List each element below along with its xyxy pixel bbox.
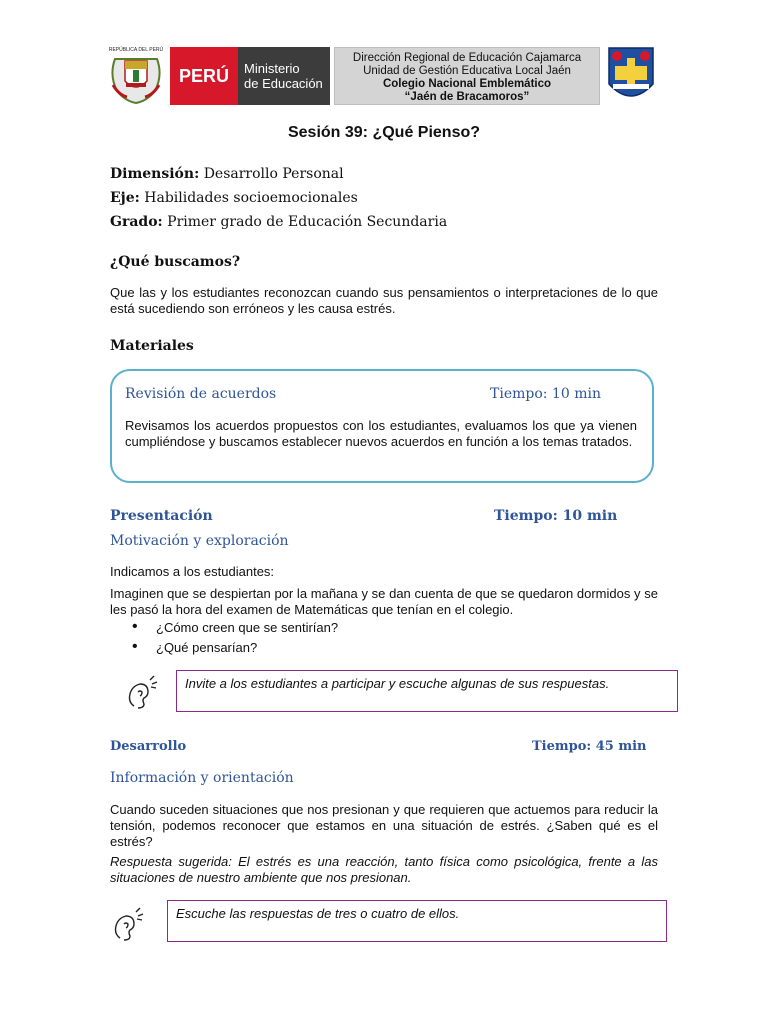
presentacion-subheading: Motivación y exploración <box>110 533 289 549</box>
desarrollo-text: Cuando suceden situaciones que nos presionan y que requieren que actuemos para reducir la tensión, podemos reconocer que estamos en una situación de estrés. ¿Saben qué es el estrés? <box>110 802 658 849</box>
dimension-row <box>110 166 344 182</box>
presentacion-bullets <box>130 618 338 658</box>
peru-label-text: PERÚ <box>178 65 229 86</box>
desarrollo-note-box <box>167 900 667 942</box>
presentacion-time: Tiempo: 10 min <box>494 508 618 524</box>
peru-coat-of-arms-icon <box>107 45 165 107</box>
dimension-value: Desarrollo Personal <box>203 166 344 182</box>
list-item: • ¿Qué pensarían? <box>130 638 338 658</box>
eje-label: Eje: <box>110 190 140 206</box>
institution-box <box>334 47 600 105</box>
que-buscamos-text: Que las y los estudiantes reconozcan cuando sus pensamientos o interpretaciones de lo que está sucediendo son erróneos y les causa estrés. <box>110 285 658 316</box>
institution-line-3: Colegio Nacional Emblemático <box>382 78 552 90</box>
institution-line-4: “Jaén de Bracamoros” <box>404 91 530 103</box>
grado-row <box>110 214 447 230</box>
institution-line-1: Dirección Regional de Educación Cajamarca <box>352 52 582 64</box>
school-crest-icon <box>605 44 657 108</box>
desarrollo-note: Escuche las respuestas de tres o cuatro de ellos. <box>176 906 460 921</box>
revision-text: Revisamos los acuerdos propuestos con los estudiantes, evaluamos los que ya vienen cumpliéndose y buscamos establecer nuevos acuerdos en función a los temas tratados. <box>125 418 637 449</box>
shield-text: REPÚBLICA DEL PERÚ <box>108 47 164 53</box>
list-item: • ¿Cómo creen que se sentirían? <box>130 618 338 638</box>
desarrollo-heading: Desarrollo <box>110 739 187 754</box>
desarrollo-suggested-answer: Respuesta sugerida: El estrés es una reacción, tanto física como psicológica, frente a las situaciones de nuestro ambiente que nos presionan. <box>110 854 658 885</box>
institution-line-2: Unidad de Gestión Educativa Local Jaén <box>363 65 571 77</box>
eje-value: Habilidades socioemocionales <box>144 190 358 206</box>
revision-title: Revisión de acuerdos <box>125 386 277 402</box>
desarrollo-time: Tiempo: 45 min <box>532 739 647 754</box>
ministerio-line-2: de Educación <box>244 76 323 91</box>
revision-time: Tiempo: 10 min <box>490 386 601 402</box>
dimension-label: Dimensión: <box>110 166 200 182</box>
presentacion-note: Invite a los estudiantes a participar y escuche algunas de sus respuestas. <box>185 676 610 691</box>
ear-hand-listening-icon <box>108 904 148 944</box>
page-title: Sesión 39: ¿Qué Pienso? <box>287 124 481 141</box>
materiales-heading: Materiales <box>110 338 194 354</box>
peru-label <box>170 47 238 105</box>
grado-value: Primer grado de Educación Secundaria <box>167 214 448 230</box>
que-buscamos-heading: ¿Qué buscamos? <box>110 254 241 270</box>
presentacion-heading: Presentación <box>110 508 213 524</box>
ministerio-label <box>238 47 330 105</box>
ear-hand-listening-icon <box>122 672 162 712</box>
grado-label: Grado: <box>110 214 163 230</box>
eje-row <box>110 190 358 206</box>
desarrollo-subheading: Información y orientación <box>110 770 294 786</box>
presentacion-text: Imaginen que se despiertan por la mañana y se dan cuenta de que se quedaron dormidos y se les pasó la hora del examen de Matemáticas que tenían en el colegio. <box>110 586 658 617</box>
presentacion-note-box <box>176 670 678 712</box>
ministerio-line-1: Ministerio <box>244 61 300 76</box>
presentacion-intro: Indicamos a los estudiantes: <box>110 564 275 579</box>
